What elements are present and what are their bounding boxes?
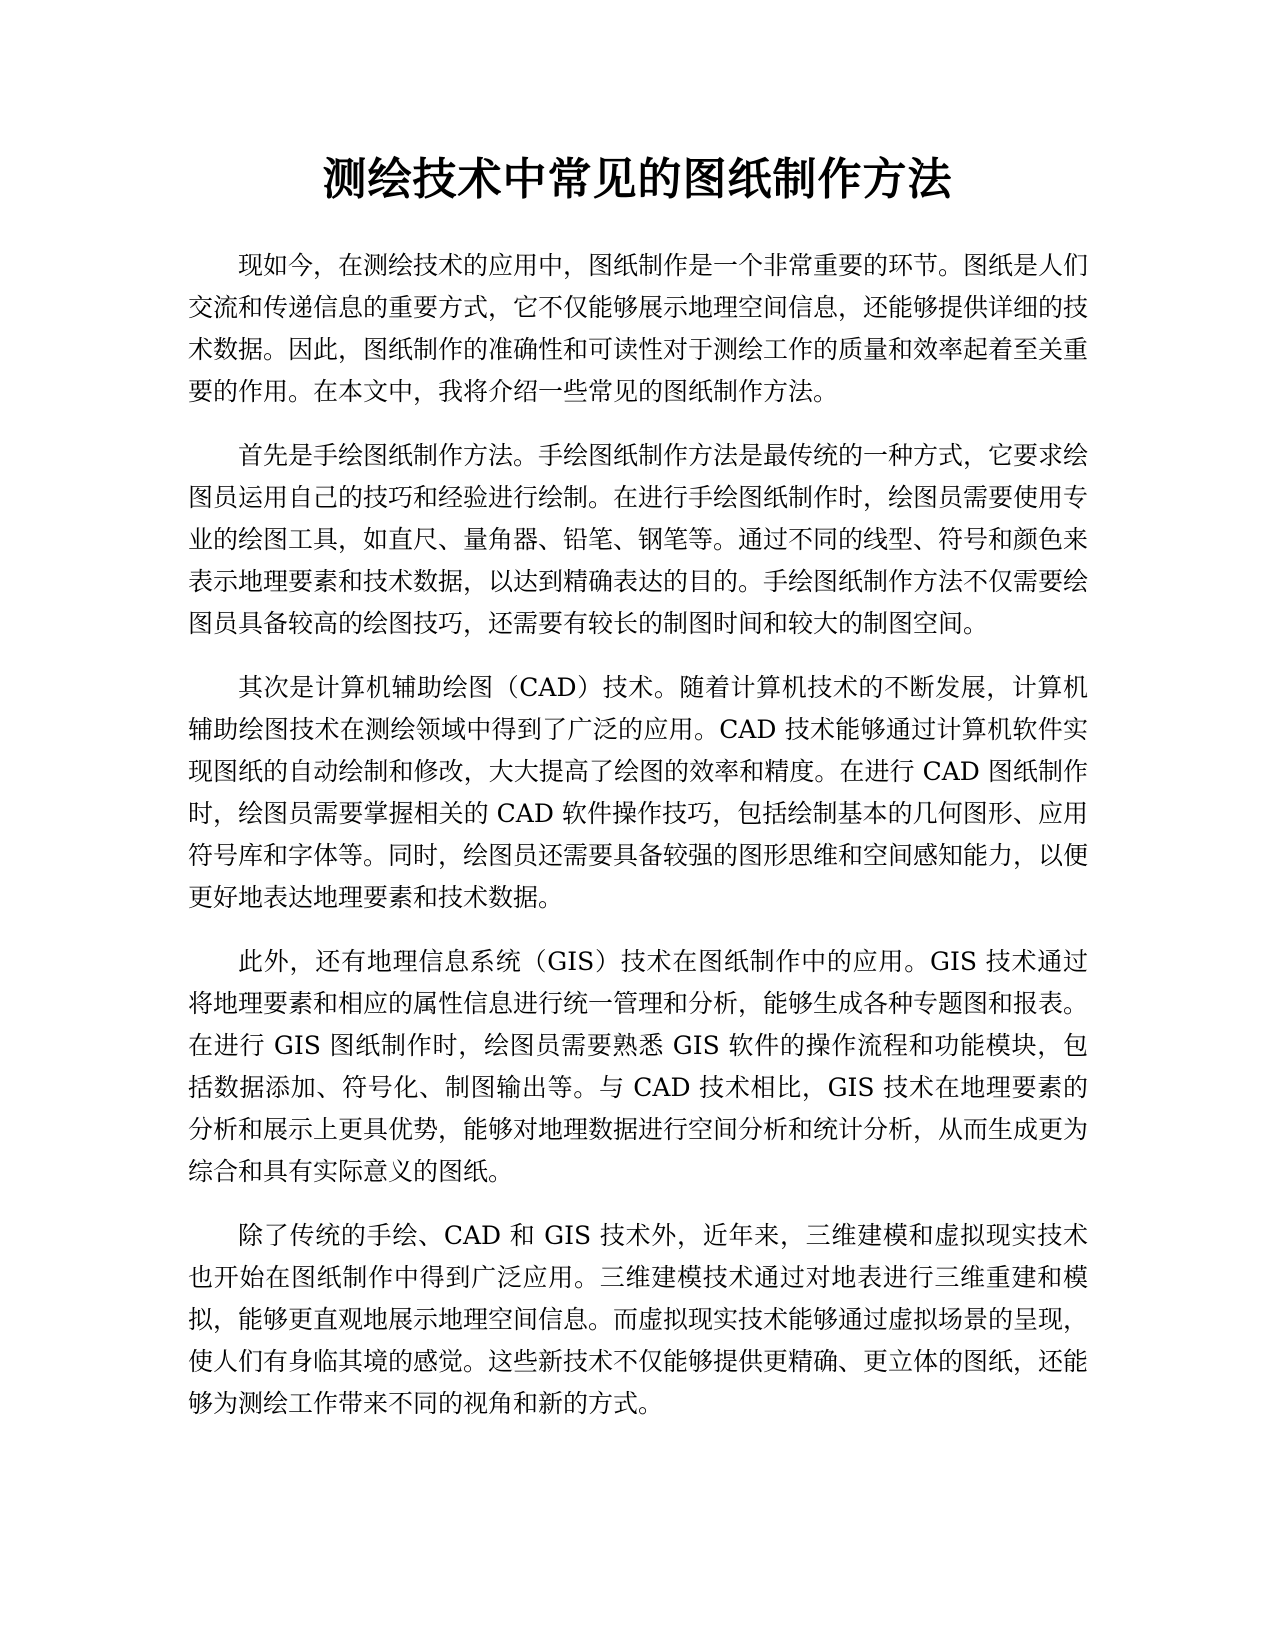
paragraph-hand-drawing: 首先是手绘图纸制作方法。手绘图纸制作方法是最传统的一种方式，它要求绘图员运用自己的技巧和经验进行绘制。在进行手绘图纸制作时，绘图员需要使用专业的绘图工具，如直尺、量角器、铅笔、钢笔等。通过不同的线型、符号和颜色来表示地理要素和技术数据，以达到精确表达的目的。手绘图纸制作方法不仅需要绘图员具备较高的绘图技巧，还需要有较长的制图时间和较大的制图空间。 bbox=[188, 441, 1089, 638]
paragraph-gis: 此外，还有地理信息系统（GIS）技术在图纸制作中的应用。GIS 技术通过将地理要素和相应的属性信息进行统一管理和分析，能够生成各种专题图和报表。在进行 GIS 图纸制作时，绘图员需要熟悉 GIS 软件的操作流程和功能模块，包括数据添加、符号化、制图输出等。与 CAD 技术相比，GIS 技术在地理要素的分析和展示上更具优势，能够对地理数据进行空间分析和统计分析，从而生成更为综合和具有实际意义的图纸。 bbox=[188, 947, 1089, 1186]
paragraph-3d-vr: 除了传统的手绘、CAD 和 GIS 技术外，近年来，三维建模和虚拟现实技术也开始在图纸制作中得到广泛应用。三维建模技术通过对地表进行三维重建和模拟，能够更直观地展示地理空间信息。而虚拟现实技术能够通过虚拟场景的呈现，使人们有身临其境的感觉。这些新技术不仅能够提供更精确、更立体的图纸，还能够为测绘工作带来不同的视角和新的方式。 bbox=[188, 1221, 1089, 1418]
paragraph-cad: 其次是计算机辅助绘图（CAD）技术。随着计算机技术的不断发展，计算机辅助绘图技术在测绘领域中得到了广泛的应用。CAD 技术能够通过计算机软件实现图纸的自动绘制和修改，大大提高了绘图的效率和精度。在进行 CAD 图纸制作时，绘图员需要掌握相关的 CAD 软件操作技巧，包括绘制基本的几何图形、应用符号库和字体等。同时，绘图员还需要具备较强的图形思维和空间感知能力，以便更好地表达地理要素和技术数据。 bbox=[188, 673, 1089, 912]
paragraph-intro: 现如今，在测绘技术的应用中，图纸制作是一个非常重要的环节。图纸是人们交流和传递信息的重要方式，它不仅能够展示地理空间信息，还能够提供详细的技术数据。因此，图纸制作的准确性和可读性对于测绘工作的质量和效率起着至关重要的作用。在本文中，我将介绍一些常见的图纸制作方法。 bbox=[188, 251, 1089, 406]
document-body bbox=[188, 245, 1088, 1447]
document-title: 测绘技术中常见的图纸制作方法 bbox=[322, 154, 953, 205]
